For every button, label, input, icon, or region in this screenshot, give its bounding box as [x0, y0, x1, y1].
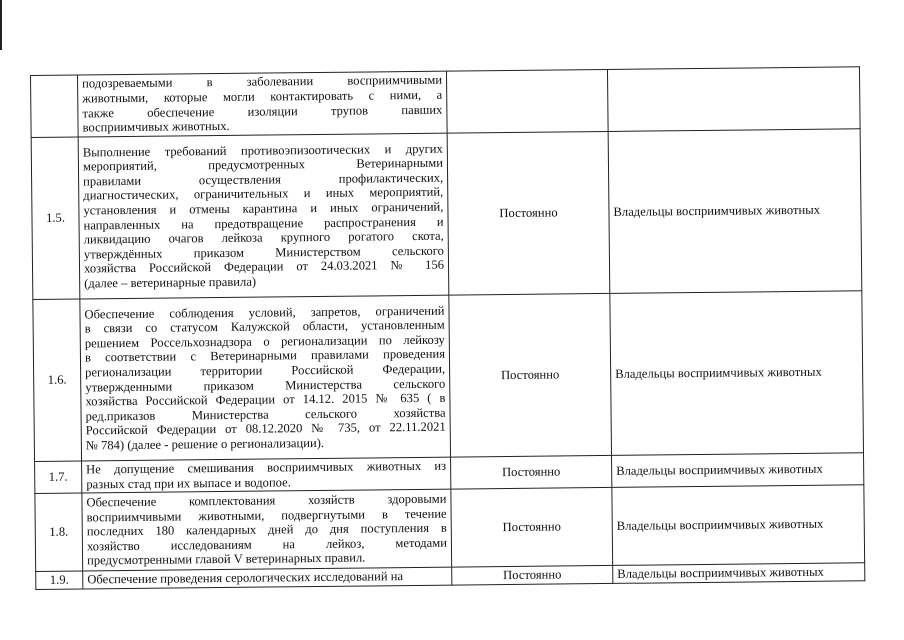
responsible-party: Владельцы восприимчивых животных: [612, 485, 865, 566]
row-number: 1.9.: [36, 571, 83, 589]
measure-description: Выполнение требований противоэпизоотических и других мероприятий, предусмотренных Ветеринарными правилами осуществления профилактических, диагностических, ограничительных и иных мероприятий, установления и отмены карантина и иных ограничений, направленных на предотвращение распространения и ликвидацию очагов лейкоза крупного рогатого скота, утверждённых приказом Министерством сельского хозяйства Российской Федерации от 24.03.2021 № 156 (далее – ветеринарные правила): [78, 133, 449, 299]
measure-description: подозреваемыми в заболевании восприимчивыми животными, которые могли контактировать с ними, а также обеспечение изоляции трупов павших восприимчивых животных.: [78, 71, 448, 137]
responsible-party: Владельцы восприимчивых животных: [612, 453, 864, 488]
table-row: [31, 129, 862, 300]
responsible-party: Владельцы восприимчивых животных: [608, 129, 862, 294]
measure-period: Постоянно: [452, 565, 613, 585]
table-row: [33, 291, 864, 462]
measure-period: Постоянно: [447, 131, 610, 295]
measure-period: Постоянно: [451, 487, 613, 567]
measure-description: Обеспечение комплектования хозяйств здоровыми восприимчивыми животными, подвергнутыми в течение последних 180 календарных дней до дня поступления в хозяйство исследованиям на лейкоз, методами предусмотренными главой V ветеринарных правил.: [82, 489, 452, 571]
responsible-party: Владельцы восприимчивых животных: [613, 563, 865, 584]
responsible-party: Владельцы восприимчивых животных: [610, 291, 864, 456]
row-number: 1.7.: [35, 461, 82, 493]
row-number: 1.5.: [31, 137, 80, 299]
table-row: [35, 485, 865, 572]
row-number: 1.8.: [35, 493, 83, 571]
responsible-party: [607, 67, 860, 132]
row-number: 1.6.: [33, 299, 82, 461]
measure-period: Постоянно: [451, 455, 612, 489]
measure-description: Обеспечение соблюдения условий, запретов, ограничений в связи со статусом Калужской области, установленным решением Россельхознадзора о регионализации по лейкозу в соответствии с Ветеринарными правилами проведения регионализации территории Российской Федерации, утвержденными приказом Министерства сельского хозяйства Российской Федерации от 14.12. 2015 № 635 ( в ред.приказов Министерства сельского хозяйства Российской Федерации от 08.12.2020 № 735, от 22.11.2021 № 784) (далее - решение о регионализации).: [80, 295, 451, 461]
page-edge-line: [0, 0, 2, 50]
row-number: [31, 75, 79, 137]
table-row: [31, 67, 861, 138]
measure-period: Постоянно: [449, 293, 612, 457]
measure-period: [446, 69, 608, 133]
measures-table: [30, 66, 865, 590]
measure-description: Обеспечение проведения серологических исследований на: [83, 567, 452, 589]
measure-description: Не допущение смешивания восприимчивых животных из разных стад при их выпасе и водопое.: [82, 457, 451, 493]
